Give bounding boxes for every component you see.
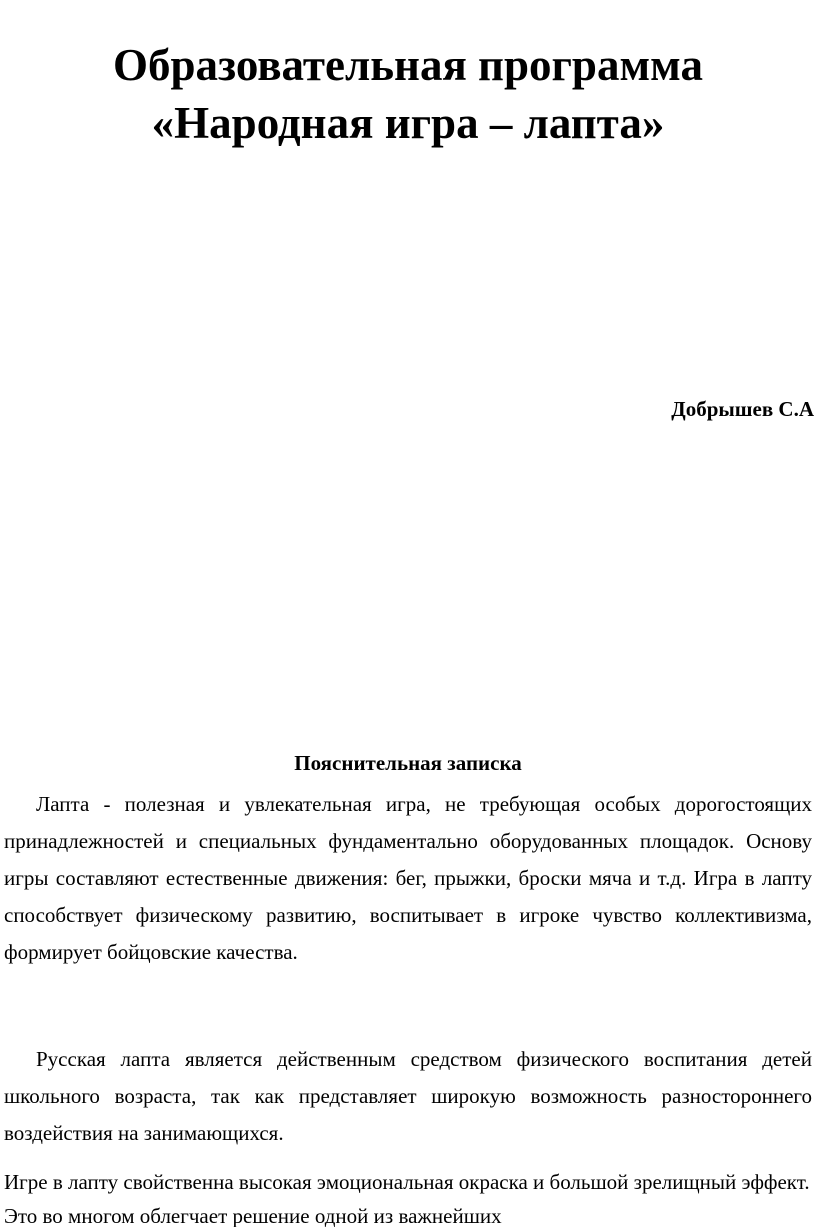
title-line-2: «Народная игра – лапта» [151,98,665,148]
document-title [0,36,816,152]
paragraph-1: Лапта - полезная и увлекательная игра, не требующая особых дорогостоящих принадлежностей и специальных фундаментально оборудованных площадок. Основу игры составляют естественные движения: бег, прыжки, броски мяча и т.д. Игра в лапту способствует физическому развитию, воспитывает в игроке чувство коллективизма, формирует бойцовские качества. [4,792,812,964]
section-heading: Пояснительная записка [294,751,522,775]
title-line-1: Образовательная программа [113,40,703,90]
author-name: Добрышев С.А [671,397,814,421]
paragraph-3: Игре в лапту свойственна высокая эмоциональная окраска и большой зрелищный эффект. Это во многом облегчает решение одной из важнейших [4,1170,810,1227]
paragraph-2: Русская лапта является действенным средством физического воспитания детей школьного возраста, так как представляет широкую возможность разностороннего воздействия на занимающихся. [4,1047,812,1145]
